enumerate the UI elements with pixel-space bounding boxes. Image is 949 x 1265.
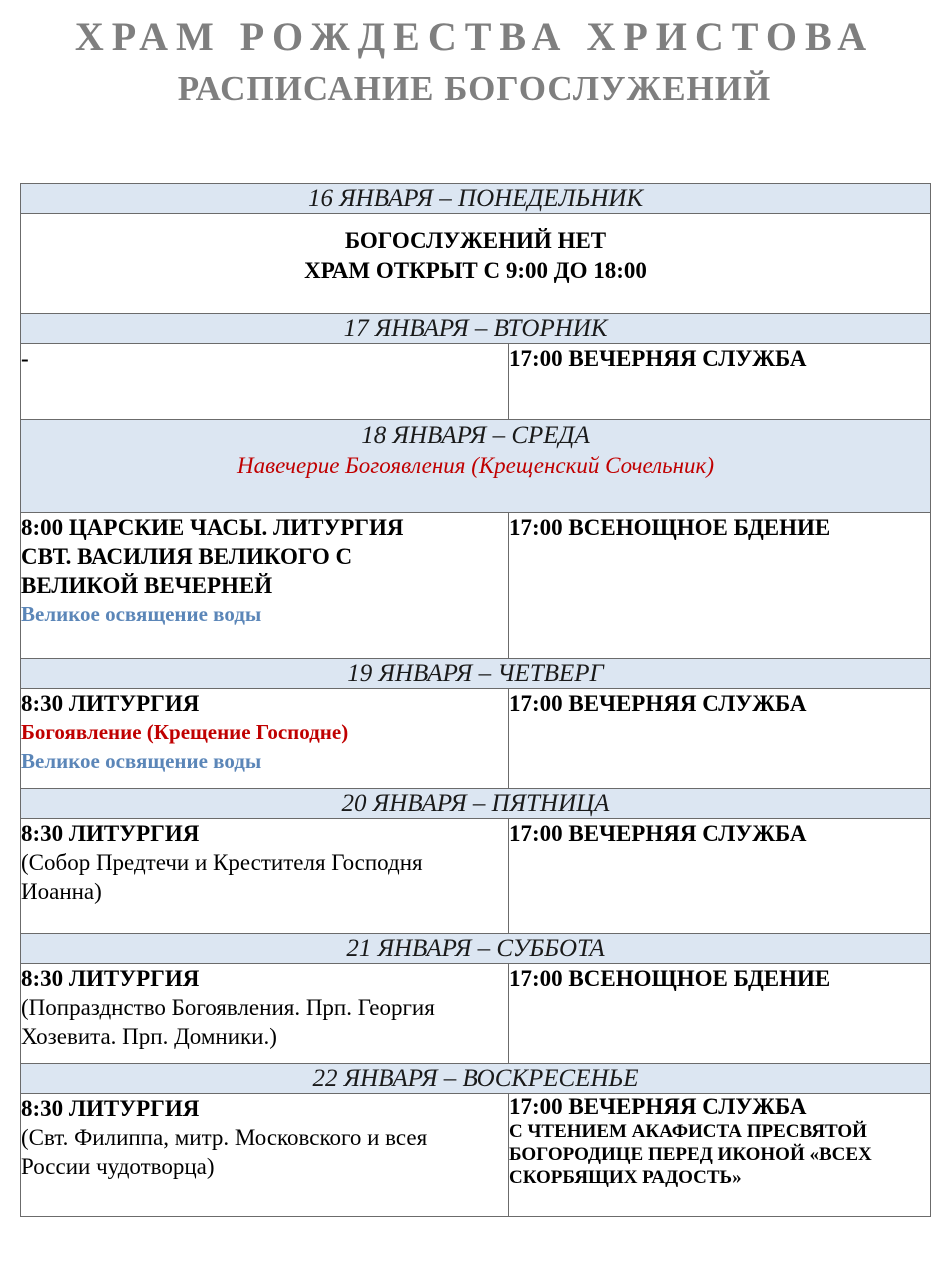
day-body-row — [21, 214, 931, 314]
morning-service-cell — [21, 964, 509, 1064]
akathist-note: С ЧТЕНИЕМ АКАФИСТА ПРЕСВЯТОЙ — [509, 1121, 867, 1142]
day-date: 17 ЯНВАРЯ – ВТОРНИК — [21, 314, 931, 344]
evening-service-cell — [509, 344, 931, 420]
morning-service: 8:30 ЛИТУРГИЯ — [21, 966, 200, 991]
evening-service: 17:00 ВСЕНОЩНОЕ БДЕНИЕ — [509, 515, 831, 540]
evening-service: 17:00 ВЕЧЕРНЯЯ СЛУЖБА — [509, 346, 807, 371]
day-body-row — [21, 689, 931, 789]
day-date: 21 ЯНВАРЯ – СУББОТА — [21, 934, 931, 964]
akathist-note: СКОРБЯЩИХ РАДОСТЬ» — [509, 1167, 742, 1188]
morning-service-line: СВТ. ВАСИЛИЯ ВЕЛИКОГО С — [21, 544, 353, 569]
evening-service-cell — [509, 513, 931, 659]
evening-service-cell — [509, 689, 931, 789]
evening-service-cell — [509, 964, 931, 1064]
church-open-hours: ХРАМ ОТКРЫТ С 9:00 ДО 18:00 — [304, 258, 647, 283]
evening-service: 17:00 ВЕЧЕРНЯЯ СЛУЖБА — [509, 821, 807, 846]
day-header-row — [21, 420, 931, 513]
day-header-row — [21, 314, 931, 344]
saint-commemoration: (Попразднство Богоявления. Прп. Георгия — [21, 995, 435, 1020]
feast-name: Богоявление (Крещение Господне) — [21, 720, 349, 744]
evening-service: 17:00 ВЕЧЕРНЯЯ СЛУЖБА — [509, 1094, 807, 1119]
saint-commemoration: (Собор Предтечи и Крестителя Господня — [21, 850, 423, 875]
day-header-row — [21, 789, 931, 819]
day-body-row — [21, 819, 931, 934]
no-services-text: БОГОСЛУЖЕНИЙ НЕТ — [344, 228, 607, 253]
schedule-table — [20, 183, 931, 1217]
day-header-row — [21, 184, 931, 214]
morning-service: 8:30 ЛИТУРГИЯ — [21, 1096, 200, 1121]
water-blessing-note: Великое освящение воды — [21, 602, 262, 626]
day-header-row — [21, 934, 931, 964]
day-date-cell — [21, 420, 931, 513]
morning-service-cell — [21, 689, 509, 789]
morning-service: - — [21, 346, 29, 371]
evening-service-cell — [509, 1094, 931, 1217]
morning-service-cell — [21, 819, 509, 934]
page-subtitle: РАСПИСАНИЕ БОГОСЛУЖЕНИЙ — [177, 69, 772, 108]
day-date: 20 ЯНВАРЯ – ПЯТНИЦА — [21, 789, 931, 819]
morning-service: 8:30 ЛИТУРГИЯ — [21, 821, 200, 846]
evening-service-cell — [509, 819, 931, 934]
evening-service: 17:00 ВСЕНОЩНОЕ БДЕНИЕ — [509, 966, 831, 991]
morning-service-cell — [21, 1094, 509, 1217]
day-header-row — [21, 1064, 931, 1094]
saint-commemoration: Иоанна) — [21, 879, 102, 904]
day-date: 19 ЯНВАРЯ – ЧЕТВЕРГ — [21, 659, 931, 689]
day-header-row — [21, 659, 931, 689]
day-date: 18 ЯНВАРЯ – СРЕДА — [361, 422, 590, 449]
day-body-row — [21, 964, 931, 1064]
morning-service-cell — [21, 344, 509, 420]
day-date: 22 ЯНВАРЯ – ВОСКРЕСЕНЬЕ — [21, 1064, 931, 1094]
akathist-note: БОГОРОДИЦЕ ПЕРЕД ИКОНОЙ «ВСЕХ — [509, 1144, 872, 1165]
saint-commemoration: (Свт. Филиппа, митр. Московского и всея — [21, 1125, 428, 1150]
saint-commemoration: России чудотворца) — [21, 1154, 215, 1179]
day-body-row — [21, 344, 931, 420]
feast-name: Навечерие Богоявления (Крещенский Сочельник) — [237, 453, 714, 478]
page-title: ХРАМ РОЖДЕСТВА ХРИСТОВА — [74, 14, 875, 59]
day-body-row — [21, 513, 931, 659]
water-blessing-note: Великое освящение воды — [21, 749, 262, 773]
morning-service-cell — [21, 513, 509, 659]
morning-service-line: ВЕЛИКОЙ ВЕЧЕРНЕЙ — [21, 573, 273, 598]
morning-service: 8:30 ЛИТУРГИЯ — [21, 691, 200, 716]
evening-service: 17:00 ВЕЧЕРНЯЯ СЛУЖБА — [509, 691, 807, 716]
day-body-row — [21, 1094, 931, 1217]
morning-service-line: 8:00 ЦАРСКИЕ ЧАСЫ. ЛИТУРГИЯ — [21, 515, 404, 540]
no-services-cell — [21, 214, 931, 314]
day-date: 16 ЯНВАРЯ – ПОНЕДЕЛЬНИК — [21, 184, 931, 214]
saint-commemoration: Хозевита. Прп. Домники.) — [21, 1024, 277, 1049]
